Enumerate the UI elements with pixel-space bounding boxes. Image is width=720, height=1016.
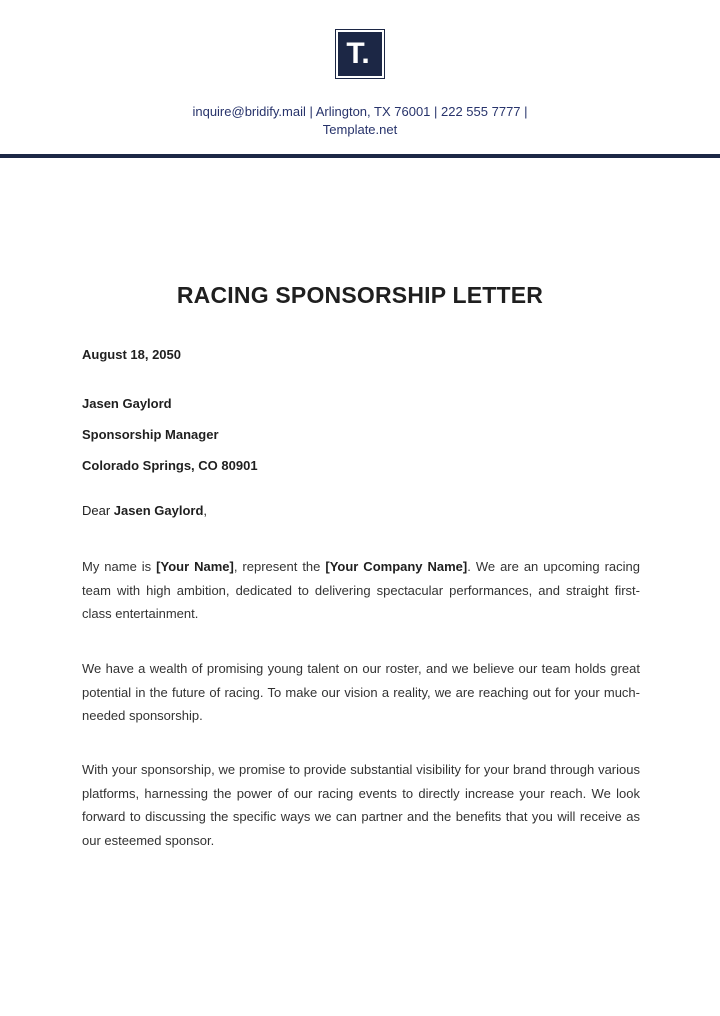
contact-line-1: inquire@bridify.mail | Arlington, TX 76001 | 222 555 7777 | bbox=[192, 104, 528, 119]
salutation bbox=[82, 503, 207, 518]
recipient-name: Jasen Gaylord bbox=[82, 396, 172, 411]
company-logo bbox=[336, 30, 384, 78]
body-paragraph-3: With your sponsorship, we promise to provide substantial visibility for your brand through various platforms, harnessing the power of our racing events to directly increase your reach. We look forward to discussing the specific ways we can partner and the benefits that you will receive as our esteemed sponsor. bbox=[82, 762, 640, 848]
company-name-placeholder: [Your Company Name] bbox=[325, 559, 468, 574]
p1-text-1: My name is bbox=[82, 559, 157, 574]
recipient-position: Sponsorship Manager bbox=[82, 427, 219, 442]
contact-info bbox=[150, 103, 570, 139]
recipient-location: Colorado Springs, CO 80901 bbox=[82, 458, 258, 473]
p1-text-2: , represent the bbox=[233, 559, 326, 574]
body-paragraph-1 bbox=[82, 555, 640, 626]
salutation-suffix: , bbox=[203, 503, 208, 518]
letter-date: August 18, 2050 bbox=[82, 347, 181, 362]
p1-text-3: . We are an upcoming racing team with high ambition, dedicated to delivering spectacular performances, and straight first-class entertainment. bbox=[82, 559, 640, 621]
header-divider bbox=[0, 154, 720, 158]
contact-line-2: Template.net bbox=[322, 122, 398, 137]
salutation-name: Jasen Gaylord bbox=[113, 503, 204, 518]
letter-title: RACING SPONSORSHIP LETTER bbox=[176, 282, 544, 308]
salutation-prefix: Dear bbox=[82, 503, 114, 518]
your-name-placeholder: [Your Name] bbox=[156, 559, 234, 574]
recipient-block bbox=[82, 394, 258, 487]
logo-letter: T. bbox=[346, 37, 370, 70]
body-paragraph-2: We have a wealth of promising young talent on our roster, and we believe our team holds great potential in the future of racing. To make our vision a reality, we are reaching out for your much-needed sponsorship. bbox=[82, 661, 640, 723]
